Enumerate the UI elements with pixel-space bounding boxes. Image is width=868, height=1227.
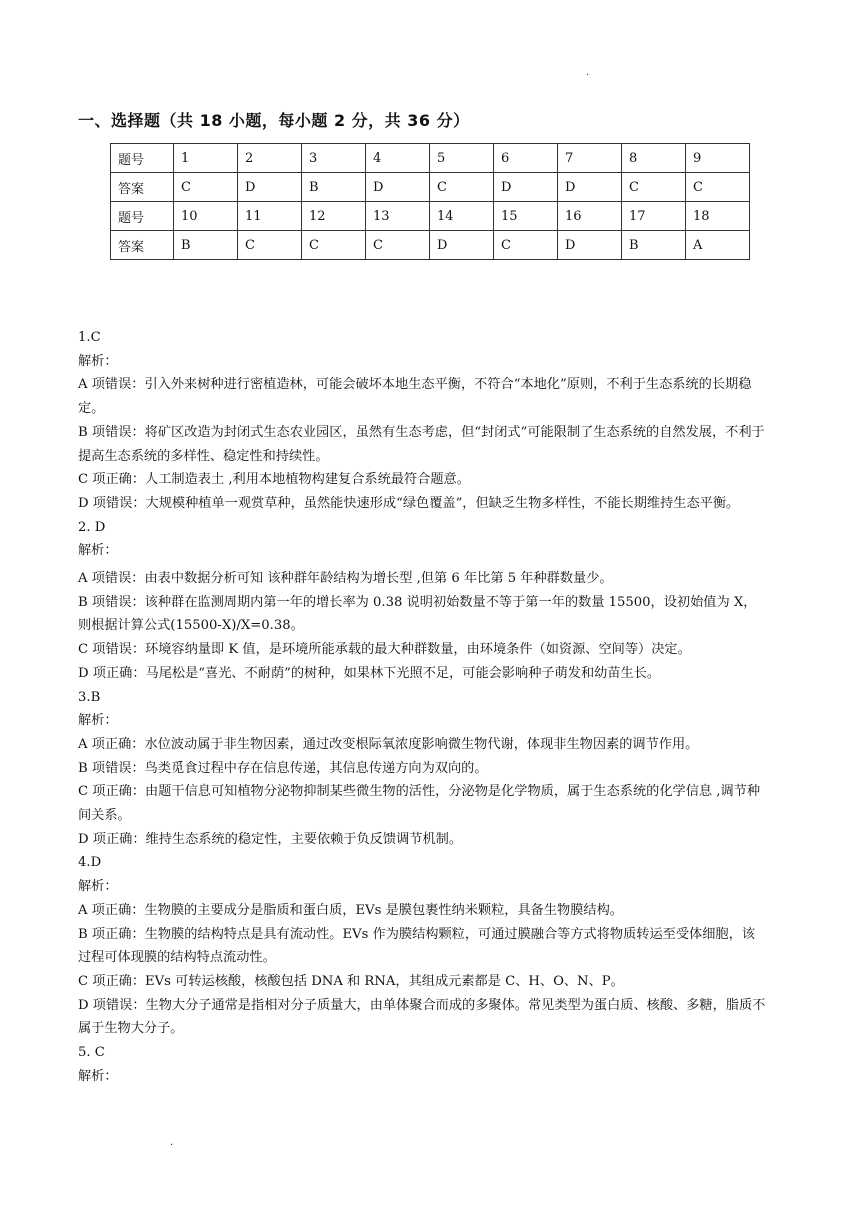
table-cell: C: [430, 173, 494, 202]
option-explanation: B 项错误：鸟类觅食过程中存在信息传递，其信息传递方向为双向的。: [78, 760, 488, 776]
analysis-label: 解析：: [78, 1068, 118, 1084]
table-cell: 11: [238, 202, 302, 231]
analysis-label: 解析：: [78, 543, 118, 559]
question-answer: 3.B: [78, 689, 101, 705]
table-cell: 3: [302, 144, 366, 173]
option-explanation: A 项正确：水位波动属于非生物因素，通过改变根际氧浓度影响微生物代谢，体现非生物因素的调节作用。: [78, 736, 699, 752]
table-cell: D: [558, 173, 622, 202]
table-cell: B: [174, 231, 238, 260]
table-cell: 13: [366, 202, 430, 231]
option-explanation: C 项正确：EVs 可转运核酸，核酸包括 DNA 和 RNA，其组成元素都是 C、H、O、N、P。: [78, 973, 624, 989]
table-cell: D: [366, 173, 430, 202]
table-cell: 6: [494, 144, 558, 173]
table-row: [111, 231, 750, 260]
table-cell: D: [430, 231, 494, 260]
table-cell: C: [174, 173, 238, 202]
question-answer: 4.D: [78, 855, 102, 871]
table-cell: 14: [430, 202, 494, 231]
table-cell: A: [686, 231, 750, 260]
analysis-label: 解析：: [78, 713, 118, 729]
option-explanation: D 项错误：大规模种植单一观赏草种，虽然能快速形成“绿色覆盖”，但缺乏生物多样性，不能长期维持生态平衡。: [78, 495, 740, 511]
option-explanation: C 项正确：由题干信息可知植物分泌物抑制某些微生物的活性，分泌物是化学物质，属于生态系统的化学信息 ,调节种间关系。: [78, 784, 761, 824]
table-cell: 17: [622, 202, 686, 231]
question-answer: 1.C: [78, 330, 101, 345]
table-cell: 4: [366, 144, 430, 173]
table-cell: D: [494, 173, 558, 202]
option-explanation: B 项正确：生物膜的结构特点是具有流动性。EVs 作为膜结构颗粒，可通过膜融合等方式将物质转运至受体细胞，该过程可体现膜的结构特点流动性。: [78, 926, 755, 966]
row-header-cell: 答案: [111, 173, 174, 202]
table-cell: 16: [558, 202, 622, 231]
scan-dot: ·: [170, 1140, 174, 1151]
option-explanation: D 项正确：维持生态系统的稳定性，主要依赖于负反馈调节机制。: [78, 831, 463, 847]
table-cell: C: [494, 231, 558, 260]
table-row: [111, 144, 750, 173]
table-row: [111, 173, 750, 202]
table-cell: 8: [622, 144, 686, 173]
table-cell: D: [558, 231, 622, 260]
analysis-label: 解析：: [78, 879, 118, 895]
table-cell: 9: [686, 144, 750, 173]
table-cell: C: [302, 231, 366, 260]
row-header-cell: 题号: [111, 144, 174, 173]
scan-dot: ·: [586, 70, 590, 81]
answer-table: [110, 143, 750, 260]
table-cell: C: [686, 173, 750, 202]
option-explanation: D 项正确：马尾松是“喜光、不耐荫”的树种，如果林下光照不足，可能会影响种子萌发和幼苗生长。: [78, 665, 661, 681]
table-cell: 15: [494, 202, 558, 231]
row-header-cell: 答案: [111, 231, 174, 260]
table-cell: C: [366, 231, 430, 260]
table-cell: 1: [174, 144, 238, 173]
question-answer: 2. D: [78, 519, 106, 535]
table-cell: C: [622, 173, 686, 202]
option-explanation: B 项错误：将矿区改造为封闭式生态农业园区，虽然有生态考虑，但“封闭式”可能限制了生态系统的自然发展，不利于提高生态系统的多样性、稳定性和持续性。: [78, 424, 765, 464]
table-row: [111, 202, 750, 231]
table-cell: C: [238, 231, 302, 260]
table-cell: 18: [686, 202, 750, 231]
section-title: 一、选择题（共 18 小题，每小题 2 分，共 36 分）: [78, 111, 470, 130]
analysis-label: 解析：: [78, 353, 118, 369]
option-explanation: A 项错误：引入外来树种进行密植造林，可能会破坏本地生态平衡，不符合“本地化”原则，不利于生态系统的长期稳定。: [78, 377, 752, 417]
option-explanation: B 项错误：该种群在监测周期内第一年的增长率为 0.38 说明初始数量不等于第一年的数量 15500，设初始值为 X，则根据计算公式(15500-X)/X=0.38。: [78, 594, 757, 634]
option-explanation: D 项错误：生物大分子通常是指相对分子质量大，由单体聚合而成的多聚体。常见类型为蛋白质、核酸、多糖，脂质不属于生物大分子。: [78, 997, 766, 1037]
table-cell: 5: [430, 144, 494, 173]
row-header-cell: 题号: [111, 202, 174, 231]
table-cell: 12: [302, 202, 366, 231]
option-explanation: C 项错误：环境容纳量即 K 值，是环境所能承载的最大种群数量，由环境条件（如资源、空间等）决定。: [78, 642, 691, 658]
table-cell: B: [622, 231, 686, 260]
table-cell: 10: [174, 202, 238, 231]
table-cell: B: [302, 173, 366, 202]
table-cell: 7: [558, 144, 622, 173]
table-cell: D: [238, 173, 302, 202]
option-explanation: A 项正确：生物膜的主要成分是脂质和蛋白质，EVs 是膜包裹性纳米颗粒，具备生物膜结构。: [78, 902, 623, 918]
option-explanation: A 项错误：由表中数据分析可知 该种群年龄结构为增长型 ,但第 6 年比第 5 年种群数量少。: [78, 571, 613, 587]
option-explanation: C 项正确：人工制造表土 ,利用本地植物构建复合系统最符合题意。: [78, 472, 470, 488]
table-cell: 2: [238, 144, 302, 173]
explanations: [78, 326, 768, 1089]
question-answer: 5. C: [78, 1045, 105, 1061]
